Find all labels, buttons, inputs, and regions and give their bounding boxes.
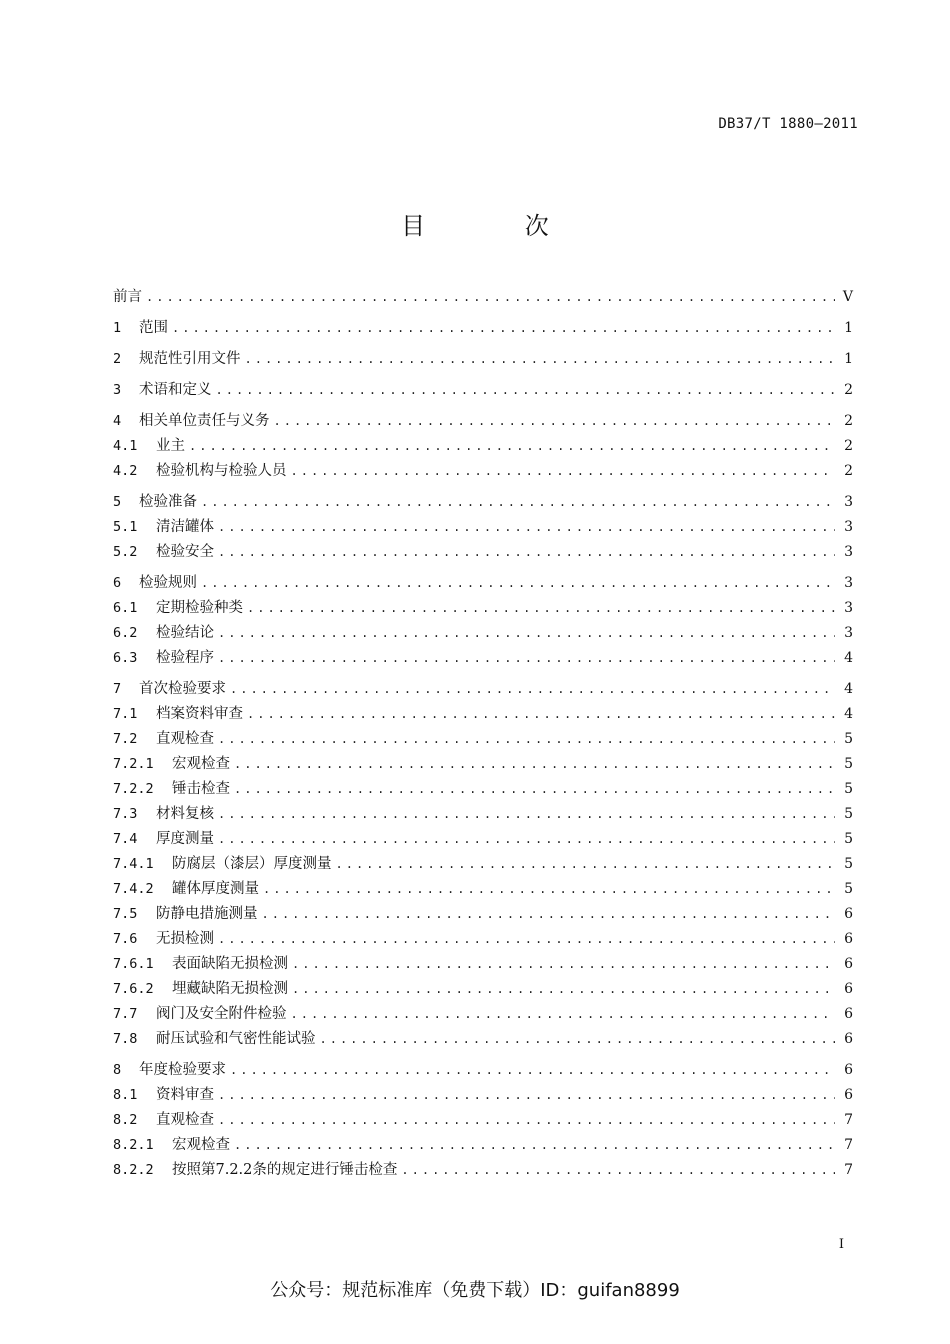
toc-entry-page: 5 [844,781,853,797]
toc-entry-number: 7.6 [113,931,138,947]
toc-entry-page: 6 [844,1006,853,1022]
toc-entry-title: 范围 [139,320,168,336]
toc-entry[interactable] [113,752,853,777]
toc-leader-dots [172,316,835,341]
toc-leader-dots [336,852,836,877]
toc-entry[interactable] [113,877,853,902]
toc-entry-page: 6 [844,956,853,972]
toc-entry-number: 7.8 [113,1031,138,1047]
toc-entry-title: 资料审查 [156,1087,214,1103]
toc-entry[interactable] [113,827,853,852]
toc-entry-title: 防腐层（漆层）厚度测量 [172,856,332,872]
toc-entry-number: 8 [113,1062,122,1078]
toc-entry-number: 6.3 [113,650,138,666]
toc-entry[interactable] [113,316,853,341]
toc-entry-page: 6 [844,1031,853,1047]
toc-entry-title: 表面缺陷无损检测 [172,956,288,972]
toc-leader-dots [146,285,835,310]
toc-leader-dots [218,515,835,540]
toc-leader-dots [230,677,835,702]
toc-entry-title: 罐体厚度测量 [172,881,259,897]
toc-entry[interactable] [113,702,853,727]
toc-entry[interactable] [113,621,853,646]
toc-leader-dots [218,1083,835,1108]
toc-entry-page: 5 [844,806,853,822]
toc-entry-title: 直观检查 [156,731,214,747]
toc-entry-page: 1 [844,351,853,367]
toc-leader-dots [291,459,836,484]
toc-entry-number: 8.1 [113,1087,138,1103]
toc-leader-dots [218,1108,835,1133]
toc-entry[interactable] [113,434,853,459]
toc-entry[interactable] [113,347,853,372]
toc-entry-title: 前言 [113,289,142,305]
toc-leader-dots [216,378,836,403]
toc-entry-page: 3 [844,625,853,641]
toc-leader-dots [218,621,835,646]
toc-entry[interactable] [113,596,853,621]
toc-entry-page: 3 [844,494,853,510]
toc-entry-number: 7.2 [113,731,138,747]
toc-leader-dots [401,1158,835,1183]
toc-entry[interactable] [113,378,853,403]
toc-leader-dots [320,1027,836,1052]
page-number: I [838,1237,844,1252]
toc-entry[interactable] [113,540,853,565]
toc-entry-title: 检验结论 [156,625,214,641]
toc-entry-number: 7.3 [113,806,138,822]
toc-entry[interactable] [113,409,853,434]
toc-entry-title: 按照第7.2.2条的规定进行锤击检查 [172,1162,398,1178]
toc-entry-title: 档案资料审查 [156,706,243,722]
toc-entry-number: 7.2.1 [113,756,154,772]
toc-leader-dots [201,490,835,515]
toc-entry-number: 7.4.2 [113,881,154,897]
toc-entry-page: 6 [844,1062,853,1078]
toc-entry-number: 7.4 [113,831,138,847]
toc-entry-title: 直观检查 [156,1112,214,1128]
toc-leader-dots [262,902,836,927]
toc-leader-dots [247,596,835,621]
toc-leader-dots [234,777,835,802]
toc-entry[interactable] [113,1133,853,1158]
toc-entry-title: 业主 [156,438,185,454]
toc-entry-page: 3 [844,600,853,616]
toc-entry-number: 3 [113,382,122,398]
toc-entry[interactable] [113,852,853,877]
toc-entry-page: 7 [844,1112,853,1128]
toc-entry-page: 6 [844,981,853,997]
toc-entry-page: 5 [844,831,853,847]
toc-entry-number: 4 [113,413,122,429]
toc-entry[interactable] [113,777,853,802]
toc-leader-dots [218,802,835,827]
toc-leader-dots [234,752,835,777]
toc-entry-title: 检验程序 [156,650,214,666]
toc-leader-dots [292,952,835,977]
toc-entry-number: 7.6.2 [113,981,154,997]
toc-entry-number: 5.1 [113,519,138,535]
toc-entry-number: 7.2.2 [113,781,154,797]
toc-leader-dots [245,347,836,372]
document-code: DB37/T 1880—2011 [718,116,858,132]
toc-entry-page: 1 [844,320,853,336]
toc-leader-dots [247,702,835,727]
toc-entry-page: 4 [844,681,853,697]
toc-entry-title: 相关单位责任与义务 [139,413,270,429]
toc-entry-number: 7.7 [113,1006,138,1022]
toc-entry[interactable] [113,571,853,596]
toc-entry[interactable] [113,285,853,310]
toc-entry-page: 5 [844,856,853,872]
toc-entry-number: 4.1 [113,438,138,454]
toc-leader-dots [218,727,835,752]
toc-entry-number: 5 [113,494,122,510]
toc-entry-title: 检验机构与检验人员 [156,463,287,479]
toc-leader-dots [218,540,835,565]
toc-entry[interactable] [113,727,853,752]
toc-entry[interactable] [113,1158,853,1183]
toc-entry-page: 7 [844,1137,853,1153]
toc-leader-dots [218,927,835,952]
toc-entry-title: 锤击检查 [172,781,230,797]
toc-entry-title: 阀门及安全附件检验 [156,1006,287,1022]
toc-entry-page: 5 [844,756,853,772]
toc-entry-title: 防静电措施测量 [156,906,258,922]
toc-leader-dots [189,434,835,459]
toc-entry-title: 厚度测量 [156,831,214,847]
toc-entry[interactable] [113,1002,853,1027]
toc-leader-dots [292,977,835,1002]
toc-entry-title: 首次检验要求 [139,681,226,697]
toc-entry-page: 2 [844,463,853,479]
toc-entry-page: 5 [844,731,853,747]
toc-entry-number: 8.2.1 [113,1137,154,1153]
toc-leader-dots [291,1002,836,1027]
toc-entry-title: 宏观检查 [172,756,230,772]
toc-entry-number: 4.2 [113,463,138,479]
toc-leader-dots [230,1058,835,1083]
toc-entry-number: 2 [113,351,122,367]
toc-entry-number: 7.4.1 [113,856,154,872]
toc-entry-title: 埋藏缺陷无损检测 [172,981,288,997]
toc-entry[interactable] [113,459,853,484]
toc-entry[interactable] [113,1027,853,1052]
toc-entry[interactable] [113,1108,853,1133]
toc-entry-number: 8.2.2 [113,1162,154,1178]
toc-entry[interactable] [113,515,853,540]
toc-entry-number: 7 [113,681,122,697]
toc-entry-title: 检验安全 [156,544,214,560]
toc-entry-title: 无损检测 [156,931,214,947]
toc-entry-title: 清洁罐体 [156,519,214,535]
toc-entry[interactable] [113,490,853,515]
toc-entry[interactable] [113,977,853,1002]
toc-entry-page: 3 [844,544,853,560]
toc-entry-title: 术语和定义 [139,382,212,398]
toc-entry-page: 6 [844,1087,853,1103]
toc-entry-number: 6 [113,575,122,591]
toc-entry[interactable] [113,1083,853,1108]
toc-entry[interactable] [113,902,853,927]
toc-entry-title: 年度检验要求 [139,1062,226,1078]
toc-entry-title: 检验准备 [139,494,197,510]
toc-entry[interactable] [113,646,853,671]
toc-entry-number: 6.2 [113,625,138,641]
toc-entry-page: 4 [844,650,853,666]
toc-entry-title: 检验规则 [139,575,197,591]
toc-leader-dots [218,827,835,852]
toc-entry-title: 规范性引用文件 [139,351,241,367]
toc-leader-dots [201,571,835,596]
toc-entry-number: 1 [113,320,122,336]
table-of-contents [113,285,853,1183]
toc-entry-number: 7.5 [113,906,138,922]
footer-watermark: 公众号：规范标准库（免费下载）ID：guifan8899 [270,1280,680,1301]
toc-entry[interactable] [113,952,853,977]
toc-entry[interactable] [113,677,853,702]
toc-leader-dots [218,646,835,671]
toc-entry-page: 4 [844,706,853,722]
toc-entry-number: 8.2 [113,1112,138,1128]
toc-leader-dots [234,1133,835,1158]
toc-entry-page: 3 [844,519,853,535]
toc-entry-number: 7.1 [113,706,138,722]
toc-entry-title: 宏观检查 [172,1137,230,1153]
toc-entry-page: 7 [844,1162,853,1178]
toc-entry-number: 7.6.1 [113,956,154,972]
toc-entry[interactable] [113,802,853,827]
toc-entry-title: 材料复核 [156,806,214,822]
toc-entry-number: 5.2 [113,544,138,560]
toc-leader-dots [274,409,836,434]
toc-entry-title: 耐压试验和气密性能试验 [156,1031,316,1047]
toc-entry-page: 2 [844,413,853,429]
toc-entry[interactable] [113,1058,853,1083]
toc-entry-page: 6 [844,906,853,922]
toc-entry-number: 6.1 [113,600,138,616]
page-title: 目 次 [401,212,595,240]
toc-entry-title: 定期检验种类 [156,600,243,616]
toc-entry-page: 2 [844,382,853,398]
toc-entry-page: 3 [844,575,853,591]
toc-entry-page: 5 [844,881,853,897]
toc-leader-dots [263,877,835,902]
toc-entry-page: 2 [844,438,853,454]
toc-entry-page: V [842,289,853,305]
toc-entry[interactable] [113,927,853,952]
toc-entry-page: 6 [844,931,853,947]
